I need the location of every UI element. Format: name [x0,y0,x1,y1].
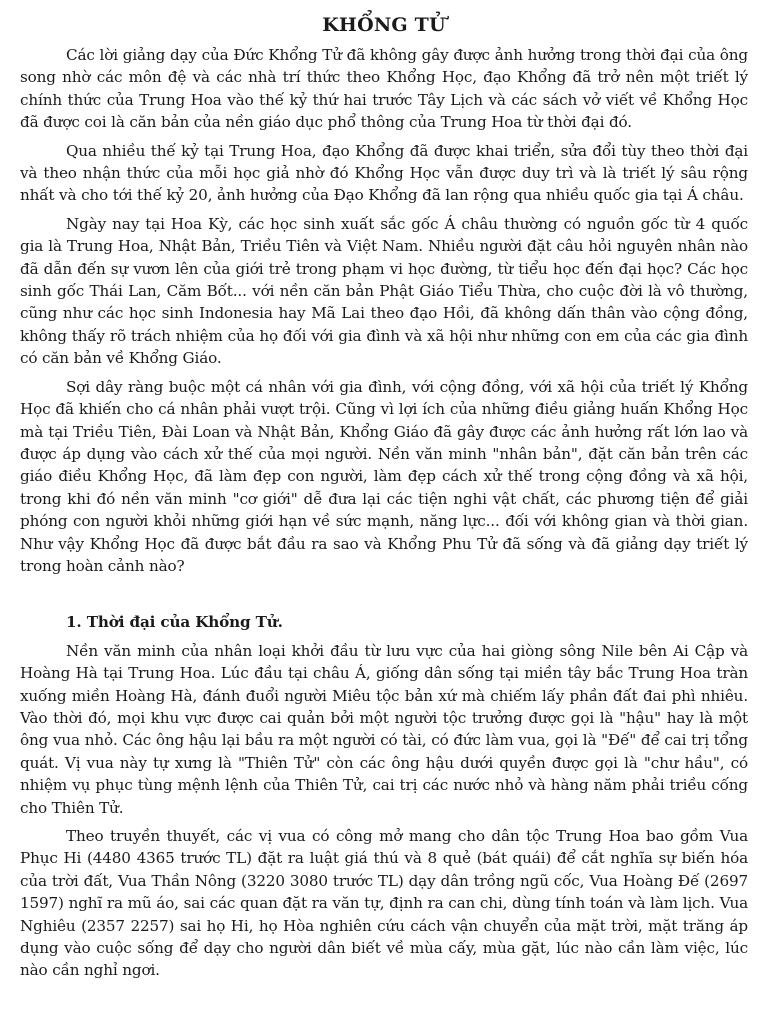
section-heading: 1. Thời đại của Khổng Tử. [66,613,283,632]
intro-paragraph-3: Ngày nay tại Hoa Kỳ, các học sinh xuất sắc gốc Á châu thường có nguồn gốc từ 4 quốc gia là Trung Hoa, Nhật Bản, Triều Tiên và Việt Nam. Nhiều người đặt câu hỏi nguyên nhân nào đã dẫn đến sự vươn lên của giới trẻ trong phạm vi học đường, từ tiểu học đến đại học? Các học sinh gốc Thái Lan, Căm Bốt... với nền căn bản Phật Giáo Tiểu Thừa, cho cuộc đời là vô thường, cũng như các học sinh Indonesia hay Mã Lai theo đạo Hồi, đã không dấn thân vào cộng đồng, không thấy rõ trách nhiệm của họ đối với gia đình và xã hội như những con em của các gia đình có căn bản về Khổng Giáo. [20,214,748,368]
intro-paragraph-1: Các lời giảng dạy của Đức Khổng Tử đã không gây được ảnh hưởng trong thời đại của ông song nhờ các môn đệ và các nhà trí thức theo Khổng Học, đạo Khổng đã trở nên một triết lý chính thức của Trung Hoa vào thế kỷ thứ hai trước Tây Lịch và các sách vở viết về Khổng Học đã được coi là căn bản của nền giáo dục phổ thông của Trung Hoa từ thời đại đó. [20,46,748,132]
section-paragraph-1: Nền văn minh của nhân loại khởi đầu từ lưu vực của hai giòng sông Nile bên Ai Cập và Hoàng Hà tại Trung Hoa. Lúc đầu tại châu Á, giống dân sống tại miền tây bắc Trung Hoa tràn xuống miền Hoàng Hà, đánh đuổi người Miêu tộc bản xứ mà chiếm lấy phần đất đai phì nhiêu. Vào thời đó, mọi khu vực được cai quản bởi một người tộc trưởng được gọi là "hậu" hay là một ông vua nhỏ. Các ông hậu lại bầu ra một người có tài, có đức làm vua, gọi là "Đế" để cai trị tổng quát. Vị vua này tự xưng là "Thiên Tử" còn các ông hậu dưới quyền được gọi là "chư hầu", có nhiệm vụ phục tùng mệnh lệnh của Thiên Tử, cai trị các nước nhỏ và hàng năm phải triều cống cho Thiên Tử. [20,641,748,817]
intro-paragraph-2: Qua nhiều thế kỷ tại Trung Hoa, đạo Khổng đã được khai triển, sửa đổi tùy theo thời đại và theo nhận thức của mỗi học giả nhờ đó Khổng Học vẫn được duy trì và là triết lý sâu rộng nhất và cho tới thế kỷ 20, ảnh hưởng của Đạo Khổng đã lan rộng qua nhiều quốc gia tại Á châu. [20,141,748,205]
section-paragraph-2: Theo truyền thuyết, các vị vua có công mở mang cho dân tộc Trung Hoa bao gồm Vua Phục Hi (4480 4365 trước TL) đặt ra luật giá thú và 8 quẻ (bát quái) để cắt nghĩa sự biến hóa của trời đất, Vua Thần Nông (3220 3080 trước TL) dạy dân trồng ngũ cốc, Vua Hoàng Đế (2697 1597) nghĩ ra mũ áo, sai các quan đặt ra văn tự, định ra can chi, dùng tính toán và làm lịch. Vua Nghiêu (2357 2257) sai họ Hi, họ Hòa nghiên cứu cách vận chuyển của mặt trời, mặt trăng áp dụng vào cuộc sống để dạy cho người dân biết về mùa cấy, mùa gặt, lúc nào cần làm việc, lúc nào cần nghỉ ngơi. [20,827,748,980]
intro-paragraph-4: Sợi dây ràng buộc một cá nhân với gia đình, với cộng đồng, với xã hội của triết lý Khổng Học đã khiến cho cá nhân phải vượt trội. Cũng vì lợi ích của những điều giảng huấn Khổng Học mà tại Triều Tiên, Đài Loan và Nhật Bản, Khổng Giáo đã gây được các ảnh hưởng rất lớn lao và được áp dụng vào cách xử thế của mọi người. Nền văn minh "nhân bản", đặt căn bản trên các giáo điều Khổng Học, đã làm đẹp con người, làm đẹp cách xử thế trong cộng đồng và xã hội, trong khi đó nền văn minh "cơ giới" dễ đưa lại các tiện nghi vật chất, các phương tiện để giải phóng con người khỏi những giới hạn về sức mạnh, năng lực... đối với không gian và thời gian. Như vậy Khổng Học đã được bắt đầu ra sao và Khổng Phu Tử đã sống và đã giảng dạy triết lý trong hoàn cảnh nào? [20,377,748,575]
document-title: KHỔNG TỬ [322,14,446,36]
